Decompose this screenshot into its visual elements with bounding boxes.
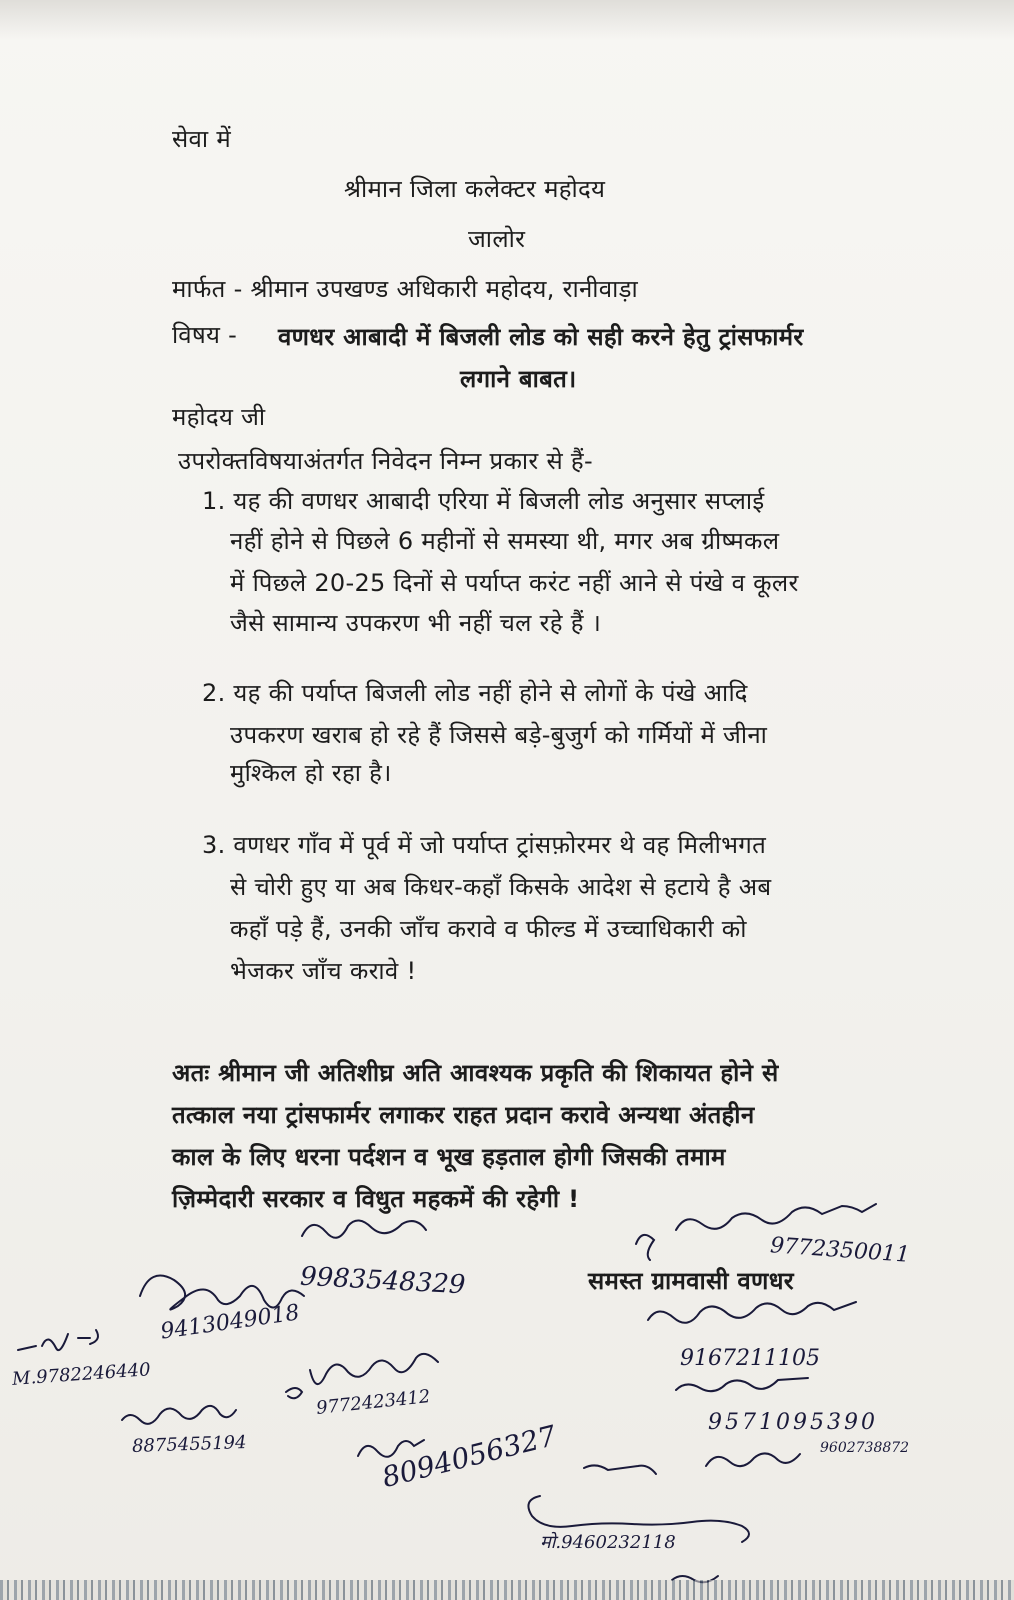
phone-2: 9413049018: [158, 1300, 302, 1345]
point-1-line-2: नहीं होने से पिछले 6 महीनों से समस्या थी, मगर अब ग्रीष्मकल: [230, 527, 780, 555]
signature-scribble-10: [706, 1453, 800, 1466]
phone-5: 8875455194: [131, 1432, 247, 1457]
phone-11: मो.9460232118: [540, 1532, 676, 1553]
subject-line-1: वणधर आबादी में बिजली लोड को सही करने हेतु ट्रांसफार्मर: [278, 323, 804, 351]
conclusion-line-1: अतः श्रीमान जी अतिशीघ्र अति आवश्यक प्रकृति की शिकायत होने से: [172, 1059, 779, 1087]
phone-6: 8094056327: [378, 1418, 560, 1495]
signatory: समस्त ग्रामवासी वणधर: [588, 1267, 794, 1295]
phone-9: 9571095390: [708, 1410, 878, 1435]
signature-scribble-1: [302, 1220, 426, 1237]
phone-3: M.9782246440: [11, 1359, 152, 1390]
point-1-line-4: जैसे सामान्य उपकरण भी नहीं चल रहे हैं ।: [230, 609, 602, 637]
signature-scribble-9: [676, 1378, 808, 1391]
through-line: मार्फत - श्रीमान उपखण्ड अधिकारी महोदय, रानीवाड़ा: [172, 275, 639, 303]
subject-line-2: लगाने बाबत।: [460, 365, 577, 393]
conclusion-line-3: काल के लिए धरना पर्दशन व भूख हड़ताल होगी जिसकी तमाम: [172, 1143, 726, 1171]
point-1-line-3: में पिछले 20-25 दिनों से पर्याप्त करंट नहीं आने से पंखे व कूलर: [230, 569, 799, 597]
point-2-line-1: 2. यह की पर्याप्त बिजली लोड नहीं होने से लोगों के पंखे आदि: [202, 679, 748, 707]
point-3-line-3: कहाँ पड़े हैं, उनकी जाँच करावे व फील्ड में उच्चाधिकारी को: [230, 915, 747, 943]
point-1-line-1: 1. यह की वणधर आबादी एरिया में बिजली लोड अनुसार सप्लाई: [202, 487, 765, 515]
city: जालोर: [468, 225, 526, 253]
point-3-line-4: भेजकर जाँच करावे !: [230, 957, 417, 985]
conclusion-line-4: ज़िम्मेदारी सरकार व विधुत महकमें की रहेगी !: [172, 1185, 580, 1213]
phone-8: 9167211105: [680, 1346, 820, 1371]
signature-scribble-8: [648, 1302, 856, 1323]
addressee: श्रीमान जिला कलेक्टर महोदय: [344, 175, 606, 203]
scan-bottom-edge: [0, 1580, 1014, 1600]
signature-scribble-4: [122, 1406, 236, 1424]
point-2-line-2: उपकरण खराब हो रहे हैं जिससे बड़े-बुजुर्ग को गर्मियों में जीना: [230, 721, 768, 749]
phone-7: 9772350011: [769, 1233, 911, 1268]
signature-scribble-3: [18, 1330, 98, 1350]
point-2-line-3: मुश्किल हो रहा है।: [230, 759, 392, 787]
phone-1: 9983548329: [299, 1261, 467, 1301]
subject-label: विषय -: [172, 321, 238, 349]
phone-4: 9772423412: [315, 1386, 432, 1419]
salutation-to: सेवा में: [172, 125, 231, 153]
phone-10: 9602738872: [820, 1440, 910, 1456]
point-3-line-2: से चोरी हुए या अब किधर-कहाँ किसके आदेश से हटाये है अब: [230, 873, 772, 901]
greeting: महोदय जी: [172, 403, 266, 431]
intro-line: उपरोक्तविषयाअंतर्गत निवेदन निम्न प्रकार से हैं-: [178, 447, 593, 475]
signature-scribble-12: [584, 1465, 656, 1474]
point-3-line-1: 3. वणधर गाँव में पूर्व में जो पर्याप्त ट्रांसफ़ोरमर थे वह मिलीभगत: [202, 831, 767, 859]
conclusion-line-2: तत्काल नया ट्रांसफार्मर लगाकर राहत प्रदान करावे अन्यथा अंतहीन: [172, 1101, 755, 1129]
